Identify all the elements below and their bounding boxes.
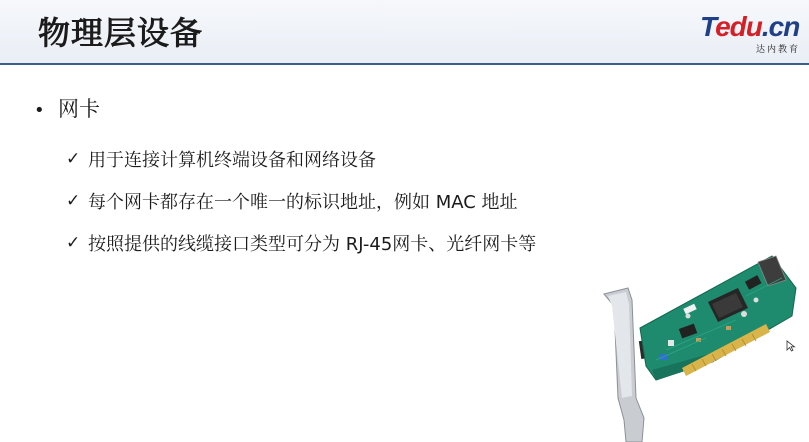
check-item — [66, 222, 536, 264]
check-list — [66, 138, 536, 264]
check-item-text: 每个网卡都存在一个唯一的标识地址，例如 MAC 地址 — [88, 192, 518, 213]
check-item-text: 用于连接计算机终端设备和网络设备 — [88, 150, 376, 171]
checkmark-icon: ✓ — [66, 191, 81, 211]
tedu-logo — [700, 12, 804, 56]
logo-subtitle: 达内教育 — [755, 45, 800, 55]
bullet-label: 网卡 — [58, 97, 100, 121]
logo-wordmark — [700, 12, 799, 42]
logo-letter-t: T — [700, 11, 716, 42]
checkmark-icon: ✓ — [66, 149, 81, 169]
check-item-text: 按照提供的线缆接口类型可分为 RJ-45网卡、光纤网卡等 — [88, 234, 537, 255]
check-item — [66, 138, 536, 180]
check-item — [66, 180, 536, 222]
bullet-item-nic — [34, 93, 100, 123]
header-divider — [0, 63, 809, 65]
bullet-dot-icon: • — [34, 100, 45, 121]
logo-edu: edu — [715, 11, 762, 42]
slide-title: 物理层设备 — [38, 14, 204, 52]
logo-cn: .cn — [761, 11, 800, 42]
checkmark-icon: ✓ — [66, 233, 81, 253]
mouse-cursor-icon — [786, 340, 796, 352]
network-card-image — [596, 248, 809, 442]
